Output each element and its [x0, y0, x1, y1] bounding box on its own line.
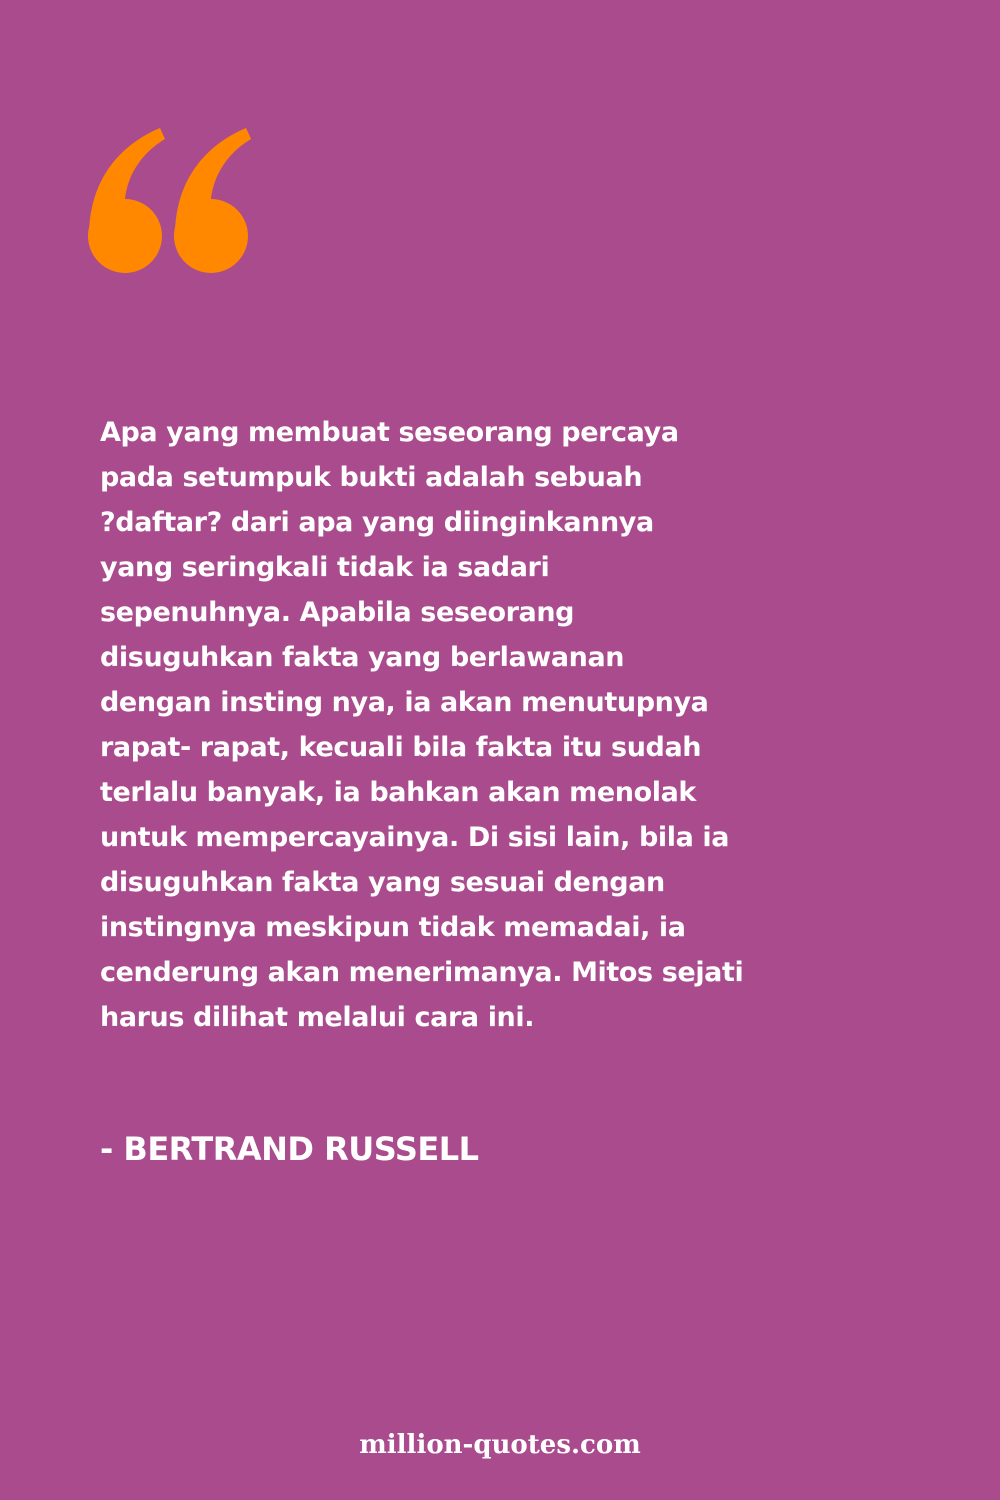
quote-author: - BERTRAND RUSSELL	[100, 1130, 479, 1168]
quotation-mark-icon	[85, 125, 255, 275]
quote-text: Apa yang membuat seseorang percaya pada setumpuk bukti adalah sebuah ?daftar? dari apa yang diinginkannya yang seringkali tidak ia sadari sepenuhnya. Apabila seseorang disuguhkan fakta yang berlawanan dengan insting nya, ia akan menutupnya rapat- rapat, kecuali bila fakta itu sudah terlalu banyak, ia bahkan akan menolak untuk mempercayainya. Di sisi lain, bila ia disuguhkan fakta yang sesuai dengan instingnya meskipun tidak memadai, ia cenderung akan menerimanya. Mitos sejati harus dilihat melalui cara ini.	[100, 417, 744, 1033]
source-watermark: million-quotes.com	[359, 1430, 641, 1460]
